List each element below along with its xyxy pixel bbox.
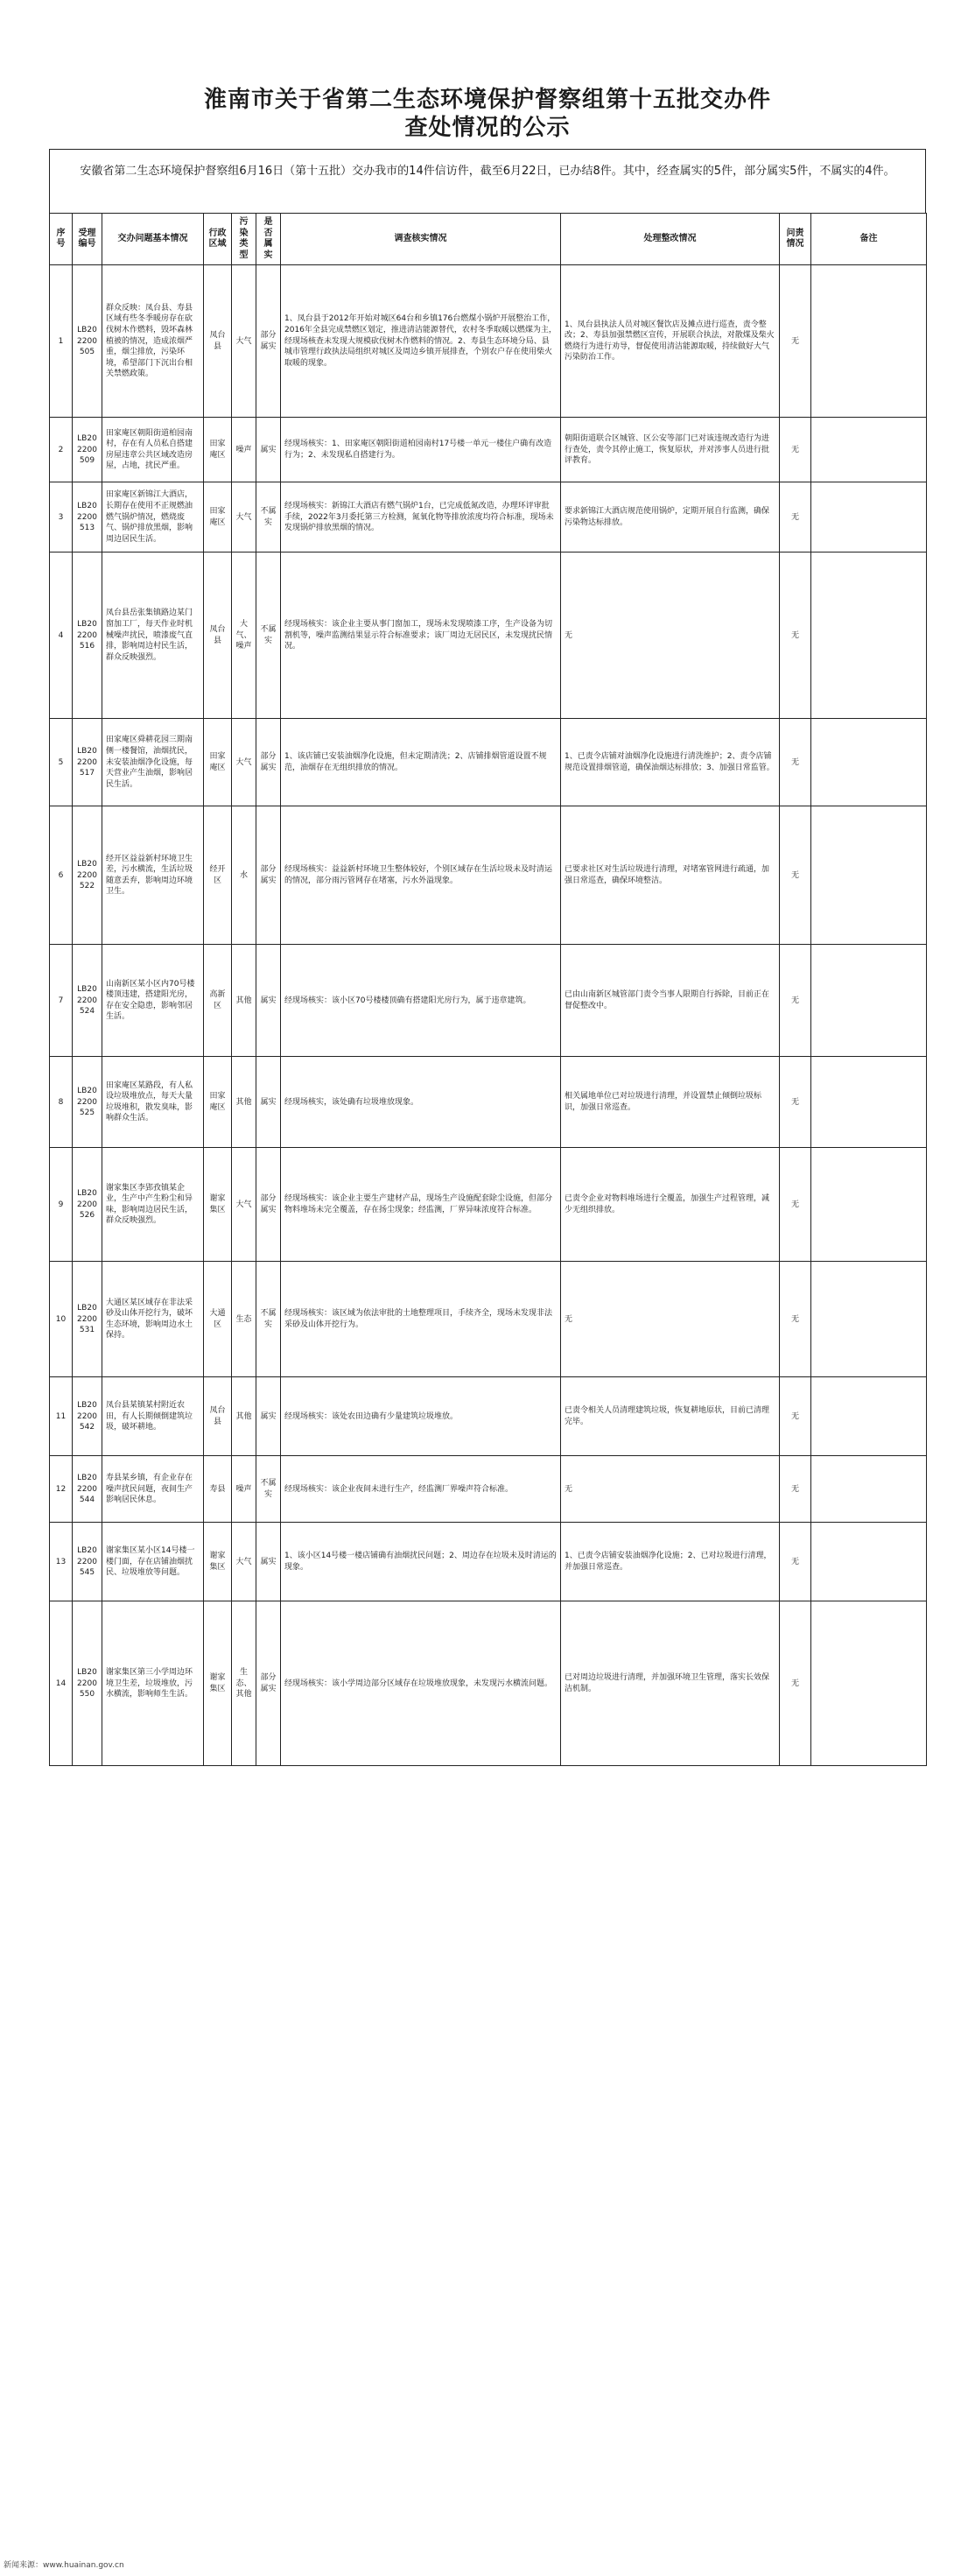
table-row xyxy=(50,719,927,806)
cell-issue: 谢家集区李郢孜镇某企业，生产中产生粉尘和异味，影响周边居民生活，群众反映强烈。 xyxy=(102,1148,204,1262)
cell-handle: 要求新锦江大酒店规范使用锅炉，定期开展自行监测，确保污染物达标排放。 xyxy=(561,482,780,553)
table-row xyxy=(50,1057,927,1148)
cell-check: 经现场核实：该企业主要从事门窗加工，现场未发现喷漆工序，生产设备为切割机等，噪声监测结果显示符合标准要求；该厂周边无居民区，未发现扰民情况。 xyxy=(281,553,561,719)
cell-no: 12 xyxy=(50,1456,73,1523)
cell-fact: 不属实 xyxy=(256,553,281,719)
cell-id: LB202200525 xyxy=(73,1057,102,1148)
cell-ptype: 大气、噪声 xyxy=(232,553,256,719)
cell-handle: 无 xyxy=(561,1456,780,1523)
cell-check: 经现场核实：该企业夜间未进行生产，经监测厂界噪声符合标准。 xyxy=(281,1456,561,1523)
cell-id: LB202200526 xyxy=(73,1148,102,1262)
table-row xyxy=(50,265,927,418)
cell-remark xyxy=(811,1262,927,1377)
table-row xyxy=(50,1523,927,1601)
table-row xyxy=(50,1456,927,1523)
cell-no: 14 xyxy=(50,1601,73,1766)
cell-id: LB202200524 xyxy=(73,945,102,1057)
cell-check: 经现场核实，该处确有垃圾堆放现象。 xyxy=(281,1057,561,1148)
cell-no: 4 xyxy=(50,553,73,719)
cell-remark xyxy=(811,1601,927,1766)
document-frame xyxy=(49,149,926,1766)
cell-no: 7 xyxy=(50,945,73,1057)
cell-accountability: 无 xyxy=(780,1456,811,1523)
table-row xyxy=(50,945,927,1057)
cell-fact: 属实 xyxy=(256,945,281,1057)
cell-ptype: 噪声 xyxy=(232,418,256,482)
cell-area: 谢家集区 xyxy=(204,1148,232,1262)
cell-issue: 田家庵区朝阳街道柏园南村，存在有人员私自搭建房屋违章公共区域改造房屋，占地，扰民严重。 xyxy=(102,418,204,482)
table-row xyxy=(50,806,927,945)
cell-ptype: 其他 xyxy=(232,1377,256,1456)
cell-issue: 凤台县某镇某村附近农田，有人长期倾倒建筑垃圾，破坏耕地。 xyxy=(102,1377,204,1456)
table-row xyxy=(50,553,927,719)
header-cell: 是否属实 xyxy=(256,214,281,265)
cell-accountability: 无 xyxy=(780,1377,811,1456)
header-cell: 污染类型 xyxy=(232,214,256,265)
cell-issue: 谢家集区某小区14号楼一楼门面，存在店铺油烟扰民、垃圾堆放等问题。 xyxy=(102,1523,204,1601)
title-line-1: 淮南市关于省第二生态环境保护督察组第十五批交办件 xyxy=(203,87,771,113)
page-title xyxy=(0,86,975,142)
cell-accountability: 无 xyxy=(780,945,811,1057)
cell-area: 田家庵区 xyxy=(204,719,232,806)
cell-accountability: 无 xyxy=(780,482,811,553)
cell-handle: 1、凤台县执法人员对城区餐饮店及摊点进行巡查，责令整改；2、寿县加强禁燃区宣传，开展联合执法，对散煤及柴火燃烧行为进行劝导，督促使用清洁能源取暖，持续做好大气污染防治工作。 xyxy=(561,265,780,418)
cell-accountability: 无 xyxy=(780,1601,811,1766)
cell-no: 8 xyxy=(50,1057,73,1148)
header-cell: 交办问题基本情况 xyxy=(102,214,204,265)
cell-fact: 属实 xyxy=(256,418,281,482)
cell-remark xyxy=(811,265,927,418)
table-row xyxy=(50,1377,927,1456)
cell-handle: 1、已责令店铺安装油烟净化设施；2、已对垃圾进行清理，并加强日常巡查。 xyxy=(561,1523,780,1601)
cell-fact: 不属实 xyxy=(256,482,281,553)
cell-handle: 1、已责令店铺对油烟净化设施进行清洗维护；2、责令店铺规范设置排烟管道，确保油烟达标排放；3、加强日常监管。 xyxy=(561,719,780,806)
intro-paragraph: 安徽省第二生态环境保护督察组6月16日（第十五批）交办我市的14件信访件，截至6月22日，已办结8件。其中，经查属实的5件，部分属实5件，不属实的4件。 xyxy=(49,149,926,213)
cell-issue: 田家庵区舜耕花园三期南侧一楼餐馆，油烟扰民，未安装油烟净化设施，每天营业产生油烟，影响居民生活。 xyxy=(102,719,204,806)
cell-remark xyxy=(811,418,927,482)
cell-no: 9 xyxy=(50,1148,73,1262)
header-cell: 处理整改情况 xyxy=(561,214,780,265)
cell-check: 经现场核实：1、田家庵区朝阳街道柏园南村17号楼一单元一楼住户确有改造行为；2、未发现私自搭建行为。 xyxy=(281,418,561,482)
cell-remark xyxy=(811,482,927,553)
cell-handle: 已由山南新区城管部门责令当事人限期自行拆除，目前正在督促整改中。 xyxy=(561,945,780,1057)
cell-id: LB202200509 xyxy=(73,418,102,482)
cell-no: 11 xyxy=(50,1377,73,1456)
cell-accountability: 无 xyxy=(780,418,811,482)
header-cell: 行政区域 xyxy=(204,214,232,265)
header-cell: 调查核实情况 xyxy=(281,214,561,265)
cell-id: LB202200531 xyxy=(73,1262,102,1377)
cell-no: 1 xyxy=(50,265,73,418)
table-row xyxy=(50,1601,927,1766)
cell-accountability: 无 xyxy=(780,1148,811,1262)
cell-remark xyxy=(811,1148,927,1262)
cell-check: 经现场核实：该小学周边部分区域存在垃圾堆放现象，未发现污水横流问题。 xyxy=(281,1601,561,1766)
cell-area: 田家庵区 xyxy=(204,482,232,553)
cell-check: 1、凤台县于2012年开始对城区64台和乡镇176台燃煤小锅炉开展整治工作，2016年全县完成禁燃区划定，推进清洁能源替代，农村冬季取暖以燃煤为主，经现场核查未发现大规模砍伐树木作燃料的情况。2、寿县生态环境分局、县城市管理行政执法局组织对城区及周边乡镇开展排查，个别农户存在使用柴火取暖的现象。 xyxy=(281,265,561,418)
cell-area: 田家庵区 xyxy=(204,1057,232,1148)
cell-issue: 大通区某区域存在非法采砂及山体开挖行为，破坏生态环境，影响周边水土保持。 xyxy=(102,1262,204,1377)
cell-id: LB202200516 xyxy=(73,553,102,719)
cell-remark xyxy=(811,806,927,945)
cell-issue: 凤台县岳张集镇路边某门窗加工厂，每天作业时机械噪声扰民，喷漆废气直排，影响周边村民生活，群众反映强烈。 xyxy=(102,553,204,719)
cell-id: LB202200513 xyxy=(73,482,102,553)
cell-fact: 部分属实 xyxy=(256,806,281,945)
cell-handle: 朝阳街道联合区城管、区公安等部门已对该违规改造行为进行查处，责令其停止施工，恢复原状，并对涉事人员进行批评教育。 xyxy=(561,418,780,482)
cell-area: 高新区 xyxy=(204,945,232,1057)
cell-area: 凤台县 xyxy=(204,1377,232,1456)
title-line-2: 查处情况的公示 xyxy=(404,115,571,141)
cell-check: 经现场核实：益益新村环境卫生整体较好，个别区域存在生活垃圾未及时清运的情况，部分雨污管网存在堵塞，污水外溢现象。 xyxy=(281,806,561,945)
cell-area: 谢家集区 xyxy=(204,1523,232,1601)
cell-fact: 部分属实 xyxy=(256,1148,281,1262)
cell-accountability: 无 xyxy=(780,806,811,945)
cell-id: LB202200522 xyxy=(73,806,102,945)
cell-issue: 山南新区某小区内70号楼楼顶违建，搭建阳光房，存在安全隐患，影响邻居生活。 xyxy=(102,945,204,1057)
cell-area: 大通区 xyxy=(204,1262,232,1377)
cell-check: 经现场核实：该处农田边确有少量建筑垃圾堆放。 xyxy=(281,1377,561,1456)
cell-check: 经现场核实：该小区70号楼楼顶确有搭建阳光房行为，属于违章建筑。 xyxy=(281,945,561,1057)
cell-fact: 部分属实 xyxy=(256,719,281,806)
cell-id: LB202200505 xyxy=(73,265,102,418)
cell-area: 凤台县 xyxy=(204,553,232,719)
table-row xyxy=(50,418,927,482)
cell-check: 1、该店铺已安装油烟净化设施，但未定期清洗；2、店铺排烟管道设置不规范，油烟存在无组织排放的情况。 xyxy=(281,719,561,806)
cell-handle: 无 xyxy=(561,1262,780,1377)
cell-fact: 不属实 xyxy=(256,1262,281,1377)
cell-id: LB202200517 xyxy=(73,719,102,806)
header-cell: 受理编号 xyxy=(73,214,102,265)
cell-ptype: 生态、其他 xyxy=(232,1601,256,1766)
cell-accountability: 无 xyxy=(780,553,811,719)
cell-ptype: 噪声 xyxy=(232,1456,256,1523)
cell-fact: 不属实 xyxy=(256,1456,281,1523)
cell-area: 谢家集区 xyxy=(204,1601,232,1766)
cell-area: 凤台县 xyxy=(204,265,232,418)
cell-ptype: 大气 xyxy=(232,1523,256,1601)
cell-accountability: 无 xyxy=(780,1057,811,1148)
cell-remark xyxy=(811,1523,927,1601)
cell-no: 5 xyxy=(50,719,73,806)
cell-check: 经现场核实：新锦江大酒店有燃气锅炉1台，已完成低氮改造，办理环评审批手续，2022年3月委托第三方检测，氮氧化物等排放浓度均符合标准，现场未发现锅炉排放黑烟的情况。 xyxy=(281,482,561,553)
cell-ptype: 大气 xyxy=(232,1148,256,1262)
cell-remark xyxy=(811,1456,927,1523)
header-cell: 备注 xyxy=(811,214,927,265)
cell-handle: 已责令相关人员清理建筑垃圾，恢复耕地原状，目前已清理完毕。 xyxy=(561,1377,780,1456)
cell-id: LB202200544 xyxy=(73,1456,102,1523)
cell-accountability: 无 xyxy=(780,1523,811,1601)
cell-handle: 已要求社区对生活垃圾进行清理，对堵塞管网进行疏通，加强日常巡查，确保环境整洁。 xyxy=(561,806,780,945)
cell-ptype: 大气 xyxy=(232,719,256,806)
cell-remark xyxy=(811,719,927,806)
cell-id: LB202200542 xyxy=(73,1377,102,1456)
cell-area: 寿县 xyxy=(204,1456,232,1523)
cell-ptype: 大气 xyxy=(232,265,256,418)
cell-remark xyxy=(811,1377,927,1456)
header-cell: 问责情况 xyxy=(780,214,811,265)
cell-fact: 部分属实 xyxy=(256,1601,281,1766)
cell-issue: 经开区益益新村环境卫生差，污水横流，生活垃圾随意丢弃，影响周边环境卫生。 xyxy=(102,806,204,945)
cell-area: 经开区 xyxy=(204,806,232,945)
cell-handle: 已责令企业对物料堆场进行全覆盖，加强生产过程管理，减少无组织排放。 xyxy=(561,1148,780,1262)
cell-issue: 谢家集区第三小学周边环境卫生差，垃圾堆放，污水横流，影响师生生活。 xyxy=(102,1601,204,1766)
cell-ptype: 其他 xyxy=(232,945,256,1057)
cell-accountability: 无 xyxy=(780,719,811,806)
cell-fact: 部分属实 xyxy=(256,265,281,418)
cell-id: LB202200550 xyxy=(73,1601,102,1766)
cell-issue: 群众反映：凤台县、寿县区域有些冬季暖房存在砍伐树木作燃料，毁坏森林植被的情况，造成浓烟严重，烟尘排放，污染环境，希望部门下沉出台相关禁燃政策。 xyxy=(102,265,204,418)
cell-id: LB202200545 xyxy=(73,1523,102,1601)
cell-check: 1、该小区14号楼一楼店铺确有油烟扰民问题；2、周边存在垃圾未及时清运的现象。 xyxy=(281,1523,561,1601)
cell-no: 2 xyxy=(50,418,73,482)
cell-remark xyxy=(811,553,927,719)
cell-issue: 寿县某乡镇，有企业存在噪声扰民问题，夜间生产影响居民休息。 xyxy=(102,1456,204,1523)
cell-handle: 相关属地单位已对垃圾进行清理，并设置禁止倾倒垃圾标识，加强日常巡查。 xyxy=(561,1057,780,1148)
cell-fact: 属实 xyxy=(256,1057,281,1148)
cell-check: 经现场核实：该企业主要生产建材产品，现场生产设施配套除尘设施，但部分物料堆场未完全覆盖，存在扬尘现象；经监测，厂界异味浓度符合标准。 xyxy=(281,1148,561,1262)
cell-remark xyxy=(811,1057,927,1148)
cell-issue: 田家庵区某路段，有人私设垃圾堆放点，每天大量垃圾堆积，散发臭味，影响群众生活。 xyxy=(102,1057,204,1148)
cell-handle: 无 xyxy=(561,553,780,719)
footer-source: 新闻来源：www.huainan.gov.cn xyxy=(4,2561,124,2570)
cell-fact: 属实 xyxy=(256,1377,281,1456)
cell-handle: 已对周边垃圾进行清理，并加强环境卫生管理，落实长效保洁机制。 xyxy=(561,1601,780,1766)
cell-no: 3 xyxy=(50,482,73,553)
cell-no: 13 xyxy=(50,1523,73,1601)
cell-ptype: 生态 xyxy=(232,1262,256,1377)
cell-ptype: 大气 xyxy=(232,482,256,553)
cell-remark xyxy=(811,945,927,1057)
table-row xyxy=(50,1262,927,1377)
header-row xyxy=(50,214,927,265)
cell-ptype: 水 xyxy=(232,806,256,945)
table-row xyxy=(50,482,927,553)
cell-accountability: 无 xyxy=(780,265,811,418)
cell-ptype: 其他 xyxy=(232,1057,256,1148)
cell-issue: 田家庵区新锦江大酒店，长期存在使用不正规燃油燃气锅炉情况，燃烧废气、锅炉排放黑烟，影响周边居民生活。 xyxy=(102,482,204,553)
cell-no: 6 xyxy=(50,806,73,945)
cell-fact: 属实 xyxy=(256,1523,281,1601)
cell-accountability: 无 xyxy=(780,1262,811,1377)
cell-area: 田家庵区 xyxy=(204,418,232,482)
cell-check: 经现场核实：该区域为依法审批的土地整理项目，手续齐全，现场未发现非法采砂及山体开挖行为。 xyxy=(281,1262,561,1377)
table-row xyxy=(50,1148,927,1262)
case-table xyxy=(49,213,927,1766)
header-cell: 序号 xyxy=(50,214,73,265)
cell-no: 10 xyxy=(50,1262,73,1377)
